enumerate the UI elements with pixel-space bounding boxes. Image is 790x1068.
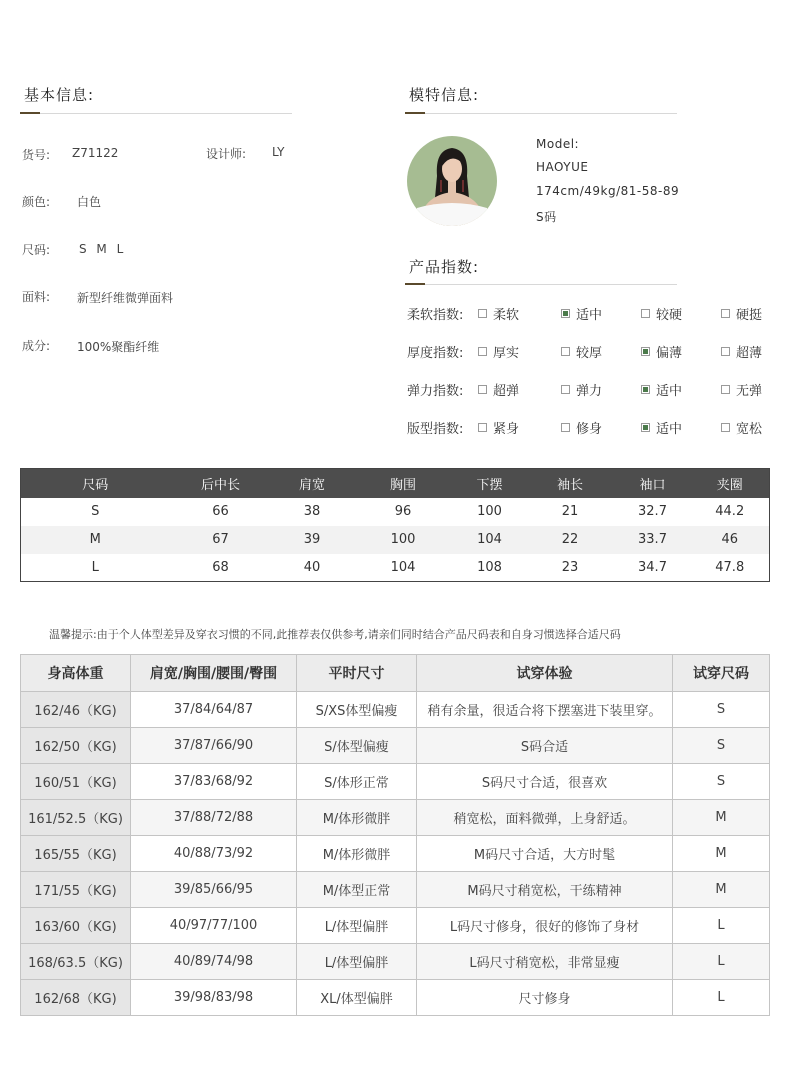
softness-option-2: 适中 bbox=[561, 304, 602, 323]
table-cell: XL/体型偏胖 bbox=[297, 980, 417, 1016]
thickness-option-3: 偏薄 bbox=[641, 342, 682, 361]
table-cell: L/体型偏胖 bbox=[297, 944, 417, 980]
fit-option-1: 紧身 bbox=[478, 418, 519, 437]
item-number-label: 货号: bbox=[22, 148, 51, 162]
column-header: 夹圈 bbox=[691, 469, 770, 498]
model-info-title: 模特信息: bbox=[409, 86, 480, 104]
table-cell: 21 bbox=[561, 504, 579, 519]
table-cell: L bbox=[673, 944, 770, 980]
table-cell: 162/68（KG) bbox=[21, 980, 131, 1016]
column-header: 袖长 bbox=[526, 469, 615, 498]
table-cell: M bbox=[21, 526, 170, 554]
table-cell: 23 bbox=[561, 559, 579, 575]
fit-option-2: 修身 bbox=[561, 418, 602, 437]
table-cell: M bbox=[673, 800, 770, 836]
size-tip: 温馨提示:由于个人体型差异及穿衣习惯的不同,此推荐表仅供参考,请亲们同时结合产品尺码表和自身习惯选择合适尺码 bbox=[49, 628, 621, 641]
table-cell: M码尺寸稍宽松，干练精神 bbox=[417, 872, 673, 908]
composition-value: 100%聚酯纤维 bbox=[77, 340, 160, 354]
table-cell: 66 bbox=[212, 504, 229, 519]
table-cell: 100 bbox=[353, 526, 454, 554]
table-row bbox=[21, 764, 770, 800]
table-cell: S bbox=[91, 504, 100, 519]
table-row bbox=[21, 692, 770, 728]
table-cell: 171/55（KG) bbox=[21, 872, 131, 908]
thickness-option-1: 厚实 bbox=[478, 342, 519, 361]
table-cell: S/体型偏瘦 bbox=[297, 728, 417, 764]
elasticity-option-4: 无弹 bbox=[721, 380, 762, 399]
checkbox-checked-icon bbox=[641, 385, 650, 394]
table-cell: 44.2 bbox=[715, 504, 745, 519]
table-cell: 40 bbox=[303, 559, 321, 575]
table-row bbox=[21, 908, 770, 944]
model-info-divider bbox=[405, 113, 677, 114]
table-cell: 46 bbox=[691, 526, 770, 554]
column-header: 胸围 bbox=[353, 469, 454, 498]
table-cell: 34.7 bbox=[638, 559, 667, 575]
checkbox-icon bbox=[561, 423, 570, 432]
column-header: 袖口 bbox=[615, 469, 691, 498]
table-row bbox=[21, 944, 770, 980]
table-cell: L码尺寸稍宽松，非常显瘦 bbox=[417, 944, 673, 980]
column-header: 尺码 bbox=[21, 469, 170, 498]
table-cell: 108 bbox=[477, 559, 502, 575]
fit-option-3: 适中 bbox=[641, 418, 682, 437]
product-index-accent bbox=[405, 283, 425, 285]
model-name: HAOYUE bbox=[536, 160, 589, 174]
table-cell: 40/88/73/92 bbox=[131, 836, 297, 872]
table-cell: 160/51（KG) bbox=[21, 764, 131, 800]
table-cell: M bbox=[673, 872, 770, 908]
column-header: 肩宽/胸围/腰围/臀围 bbox=[131, 655, 297, 692]
size-table-header bbox=[21, 469, 770, 498]
thickness-option-4: 超薄 bbox=[721, 342, 762, 361]
table-cell: S/XS体型偏瘦 bbox=[297, 692, 417, 728]
table-cell: M bbox=[673, 836, 770, 872]
table-cell: 37/83/68/92 bbox=[131, 764, 297, 800]
color-label: 颜色: bbox=[22, 195, 51, 209]
table-cell: 162/46（KG) bbox=[21, 692, 131, 728]
basic-info-title: 基本信息: bbox=[24, 86, 95, 104]
table-cell: 165/55（KG) bbox=[21, 836, 131, 872]
column-header: 身高体重 bbox=[21, 655, 131, 692]
table-cell: S码尺寸合适，很喜欢 bbox=[417, 764, 673, 800]
table-cell: 40/97/77/100 bbox=[131, 908, 297, 944]
fabric-value: 新型纤维微弹面料 bbox=[77, 291, 174, 305]
table-cell: 22 bbox=[526, 526, 615, 554]
size-value: S M L bbox=[79, 242, 127, 256]
table-cell: L bbox=[673, 908, 770, 944]
checkbox-icon bbox=[721, 385, 730, 394]
model-size: S码 bbox=[536, 210, 557, 224]
model-measurements: 174cm/49kg/81-58-89 bbox=[536, 184, 680, 198]
table-cell: 104 bbox=[454, 526, 526, 554]
table-cell: 104 bbox=[390, 559, 416, 575]
checkbox-icon bbox=[478, 309, 487, 318]
item-number-value: Z71122 bbox=[72, 146, 119, 160]
softness-option-1: 柔软 bbox=[478, 304, 519, 323]
table-cell: M/体形微胖 bbox=[297, 800, 417, 836]
table-cell: S bbox=[673, 728, 770, 764]
table-row bbox=[21, 554, 770, 582]
thickness-option-2: 较厚 bbox=[561, 342, 602, 361]
product-index-title: 产品指数: bbox=[409, 258, 480, 276]
table-cell: S bbox=[673, 692, 770, 728]
basic-info-divider bbox=[20, 113, 292, 114]
fit-table-header bbox=[21, 655, 770, 692]
elasticity-index-label: 弹力指数: bbox=[407, 384, 464, 399]
elasticity-option-3: 适中 bbox=[641, 380, 682, 399]
table-cell: 37/87/66/90 bbox=[131, 728, 297, 764]
table-row bbox=[21, 872, 770, 908]
thickness-index-label: 厚度指数: bbox=[407, 346, 464, 361]
checkbox-icon bbox=[561, 347, 570, 356]
column-header: 肩宽 bbox=[272, 469, 353, 498]
basic-info-accent bbox=[20, 112, 40, 114]
size-table bbox=[20, 468, 770, 582]
table-cell: 96 bbox=[394, 504, 412, 519]
table-cell: S bbox=[673, 764, 770, 800]
table-cell: L/体型偏胖 bbox=[297, 908, 417, 944]
table-cell: 39/85/66/95 bbox=[131, 872, 297, 908]
size-label: 尺码: bbox=[22, 243, 51, 257]
table-cell: 37/88/72/88 bbox=[131, 800, 297, 836]
checkbox-icon bbox=[721, 347, 730, 356]
table-row bbox=[21, 526, 770, 554]
table-cell: 尺寸修身 bbox=[417, 980, 673, 1016]
table-row bbox=[21, 498, 770, 526]
composition-label: 成分: bbox=[22, 339, 51, 353]
column-header: 下摆 bbox=[454, 469, 526, 498]
product-index-divider bbox=[405, 284, 677, 285]
fit-index-label: 版型指数: bbox=[407, 422, 464, 437]
table-cell: 32.7 bbox=[638, 504, 667, 519]
fit-option-4: 宽松 bbox=[721, 418, 762, 437]
checkbox-checked-icon bbox=[641, 347, 650, 356]
column-header: 平时尺寸 bbox=[297, 655, 417, 692]
column-header: 后中长 bbox=[170, 469, 272, 498]
checkbox-icon bbox=[561, 385, 570, 394]
table-cell: M/体形微胖 bbox=[297, 836, 417, 872]
softness-option-3: 较硬 bbox=[641, 304, 682, 323]
checkbox-checked-icon bbox=[561, 309, 570, 318]
softness-index-label: 柔软指数: bbox=[407, 308, 464, 323]
table-row bbox=[21, 728, 770, 764]
table-row bbox=[21, 980, 770, 1016]
table-cell: 67 bbox=[170, 526, 272, 554]
table-cell: 163/60（KG) bbox=[21, 908, 131, 944]
table-cell: 稍有余量，很适合将下摆塞进下装里穿。 bbox=[417, 692, 673, 728]
table-cell: 168/63.5（KG) bbox=[21, 944, 131, 980]
model-info-accent bbox=[405, 112, 425, 114]
table-row bbox=[21, 836, 770, 872]
designer-label: 设计师: bbox=[206, 147, 247, 161]
table-cell: 39 bbox=[272, 526, 353, 554]
column-header: 试穿体验 bbox=[417, 655, 673, 692]
checkbox-icon bbox=[478, 385, 487, 394]
checkbox-checked-icon bbox=[641, 423, 650, 432]
table-cell: L码尺寸修身，很好的修饰了身材 bbox=[417, 908, 673, 944]
model-avatar bbox=[407, 136, 497, 226]
table-cell: 161/52.5（KG) bbox=[21, 800, 131, 836]
column-header: 试穿尺码 bbox=[673, 655, 770, 692]
table-cell: 39/98/83/98 bbox=[131, 980, 297, 1016]
table-cell: 38 bbox=[303, 504, 321, 519]
table-cell: 33.7 bbox=[615, 526, 691, 554]
softness-option-4: 硬挺 bbox=[721, 304, 762, 323]
fit-table bbox=[20, 654, 770, 1016]
table-row bbox=[21, 800, 770, 836]
checkbox-icon bbox=[478, 423, 487, 432]
designer-value: LY bbox=[272, 145, 285, 159]
table-cell: S/体形正常 bbox=[297, 764, 417, 800]
table-cell: S码合适 bbox=[417, 728, 673, 764]
checkbox-icon bbox=[721, 423, 730, 432]
table-cell: 稍宽松，面料微弹，上身舒适。 bbox=[417, 800, 673, 836]
model-label: Model: bbox=[536, 137, 580, 151]
table-cell: 47.8 bbox=[715, 559, 745, 575]
elasticity-option-2: 弹力 bbox=[561, 380, 602, 399]
table-cell: 162/50（KG) bbox=[21, 728, 131, 764]
table-cell: M/体型正常 bbox=[297, 872, 417, 908]
elasticity-option-1: 超弹 bbox=[478, 380, 519, 399]
checkbox-icon bbox=[641, 309, 650, 318]
fabric-label: 面料: bbox=[22, 290, 51, 304]
table-cell: L bbox=[91, 559, 99, 575]
color-value: 白色 bbox=[77, 195, 102, 209]
checkbox-icon bbox=[721, 309, 730, 318]
table-cell: L bbox=[673, 980, 770, 1016]
table-cell: 40/89/74/98 bbox=[131, 944, 297, 980]
table-cell: 100 bbox=[477, 504, 502, 519]
checkbox-icon bbox=[478, 347, 487, 356]
table-cell: 37/84/64/87 bbox=[131, 692, 297, 728]
table-cell: M码尺寸合适，大方时髦 bbox=[417, 836, 673, 872]
table-cell: 68 bbox=[212, 559, 229, 575]
